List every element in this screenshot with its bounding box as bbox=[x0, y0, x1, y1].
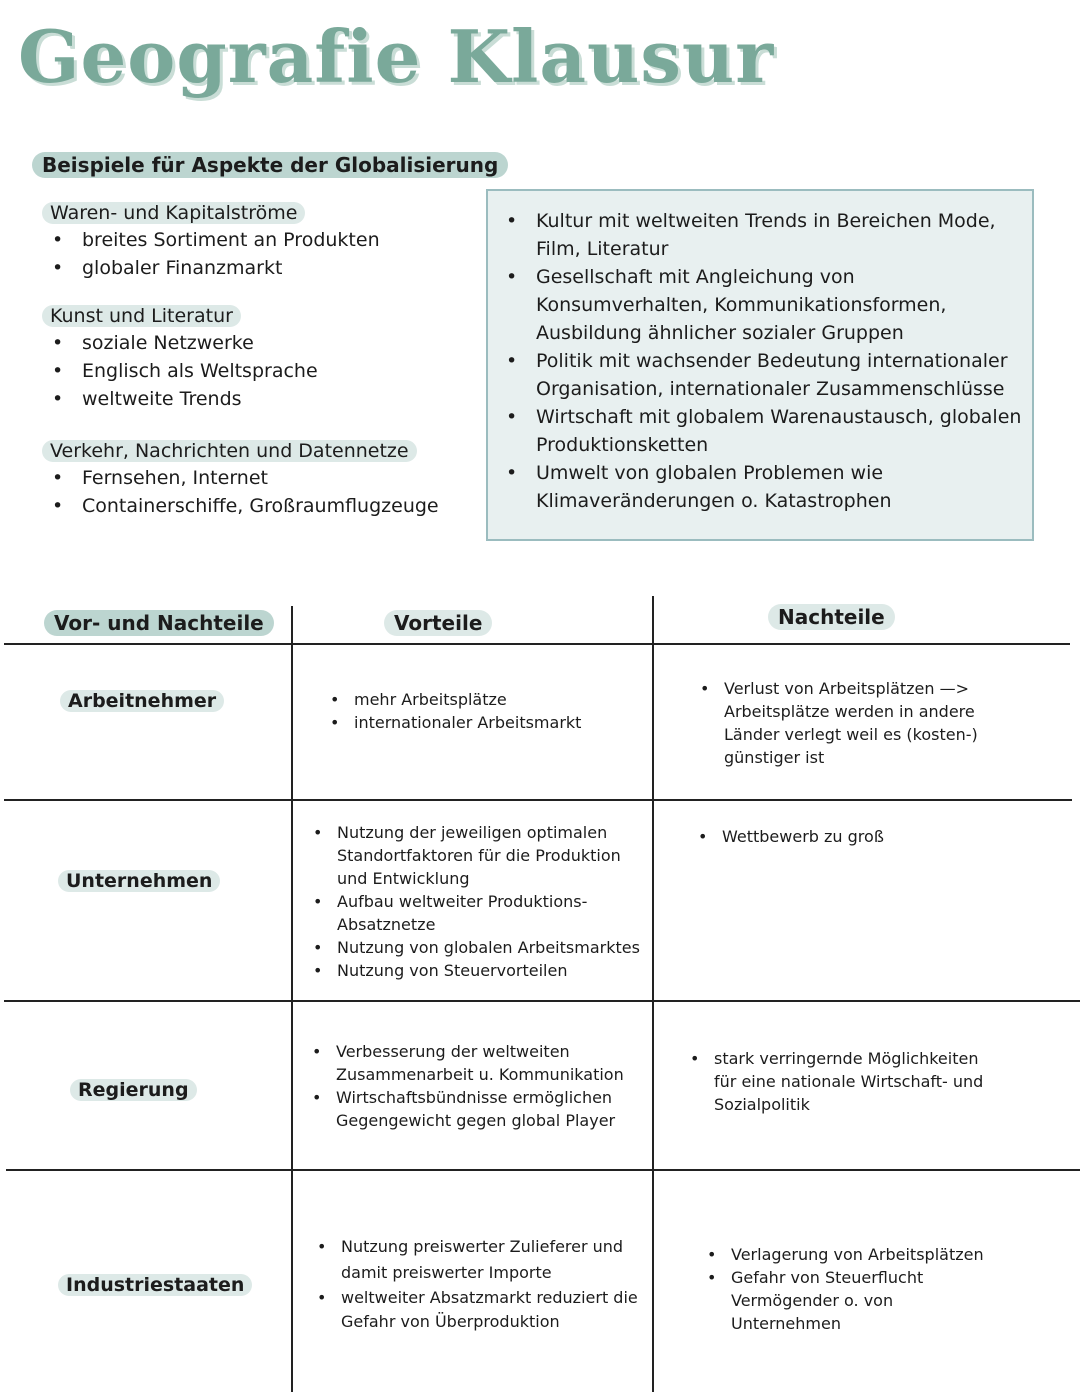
aspect-group-title: Waren- und Kapitalströme bbox=[42, 202, 305, 224]
list-item: • breites Sortiment an Produkten bbox=[82, 226, 380, 254]
table-row-label: Industriestaaten bbox=[58, 1274, 252, 1296]
list-item: • Nutzung preiswerter Zulieferer und damit preiswerter Importe bbox=[341, 1234, 643, 1286]
page-title: Geografie Klausur bbox=[18, 14, 775, 99]
list-item: • Verlust von Arbeitsplätzen —> Arbeitsplätze werden in andere Länder verlegt weil es (kosten-) günstiger ist bbox=[724, 677, 986, 769]
list-item: • Wettbewerb zu groß bbox=[722, 825, 994, 848]
table-cell-pros bbox=[326, 688, 646, 734]
list-item: • Englisch als Weltsprache bbox=[82, 357, 318, 385]
table-row-label: Unternehmen bbox=[58, 870, 220, 892]
table-cell-pros bbox=[308, 1040, 628, 1132]
list-item: • Nutzung von Steuervorteilen bbox=[337, 959, 649, 982]
list-item: • Nutzung von globalen Arbeitsmarktes bbox=[337, 936, 649, 959]
list-item: • Wirtschaftsbündnisse ermöglichen Gegengewicht gegen global Player bbox=[336, 1086, 628, 1132]
aspects-info-box bbox=[486, 189, 1034, 541]
list-item: • internationaler Arbeitsmarkt bbox=[354, 711, 646, 734]
list-item: • Gefahr von Steuerflucht Vermögender o. von Unternehmen bbox=[731, 1266, 1003, 1335]
list-item: • Fernsehen, Internet bbox=[82, 464, 439, 492]
list-item: • Umwelt von globalen Problemen wie Klimaveränderungen o. Katastrophen bbox=[536, 459, 1032, 515]
list-item: • Kultur mit weltweiten Trends in Bereichen Mode, Film, Literatur bbox=[536, 207, 1032, 263]
table-header-label: Vor- und Nachteile bbox=[44, 610, 274, 636]
aspect-group-title: Kunst und Literatur bbox=[42, 305, 241, 327]
table-cell-cons bbox=[696, 677, 986, 769]
list-item: • Wirtschaft mit globalem Warenaustausch, globalen Produktionsketten bbox=[536, 403, 1032, 459]
aspect-group-title: Verkehr, Nachrichten und Datennetze bbox=[42, 440, 417, 462]
table-cell-cons bbox=[694, 825, 994, 848]
table-cell-cons bbox=[686, 1047, 996, 1116]
table-divider bbox=[4, 643, 1070, 645]
list-item: • Aufbau weltweiter Produktions- Absatznetze bbox=[337, 890, 649, 936]
list-item: • weltweiter Absatzmarkt reduziert die Gefahr von Überproduktion bbox=[341, 1286, 643, 1334]
table-column-divider bbox=[291, 606, 293, 1392]
table-divider bbox=[4, 799, 1072, 801]
list-item: • mehr Arbeitsplätze bbox=[354, 688, 646, 711]
list-item: • soziale Netzwerke bbox=[82, 329, 318, 357]
table-row-label: Regierung bbox=[70, 1079, 197, 1101]
list-item: • Nutzung der jeweiligen optimalen Standortfaktoren für die Produktion und Entwicklung bbox=[337, 821, 649, 890]
table-divider bbox=[6, 1169, 1080, 1171]
table-divider bbox=[4, 1000, 1080, 1002]
aspect-group-traffic bbox=[42, 440, 439, 520]
table-header-pros: Vorteile bbox=[384, 610, 492, 636]
list-item: • Verbesserung der weltweiten Zusammenarbeit u. Kommunikation bbox=[336, 1040, 628, 1086]
aspects-heading: Beispiele für Aspekte der Globalisierung bbox=[32, 152, 508, 178]
list-item: • stark verringernde Möglichkeiten für eine nationale Wirtschaft- und Sozialpolitik bbox=[714, 1047, 996, 1116]
table-column-divider bbox=[652, 596, 654, 1392]
list-item: • Gesellschaft mit Angleichung von Konsumverhalten, Kommunikationsformen, Ausbildung ähnlicher sozialer Gruppen bbox=[536, 263, 1032, 347]
list-item: • Containerschiffe, Großraumflugzeuge bbox=[82, 492, 439, 520]
table-cell-cons bbox=[703, 1243, 1003, 1335]
table-row-label: Arbeitnehmer bbox=[60, 690, 224, 712]
aspect-group-art bbox=[42, 305, 318, 413]
list-item: • Verlagerung von Arbeitsplätzen bbox=[731, 1243, 1003, 1266]
table-cell-pros bbox=[313, 1234, 643, 1334]
list-item: • weltweite Trends bbox=[82, 385, 318, 413]
aspect-group-goods bbox=[42, 202, 380, 282]
table-cell-pros bbox=[309, 821, 649, 982]
list-item: • globaler Finanzmarkt bbox=[82, 254, 380, 282]
table-header-cons: Nachteile bbox=[768, 604, 895, 630]
list-item: • Politik mit wachsender Bedeutung internationaler Organisation, internationaler Zusammenschlüsse bbox=[536, 347, 1032, 403]
